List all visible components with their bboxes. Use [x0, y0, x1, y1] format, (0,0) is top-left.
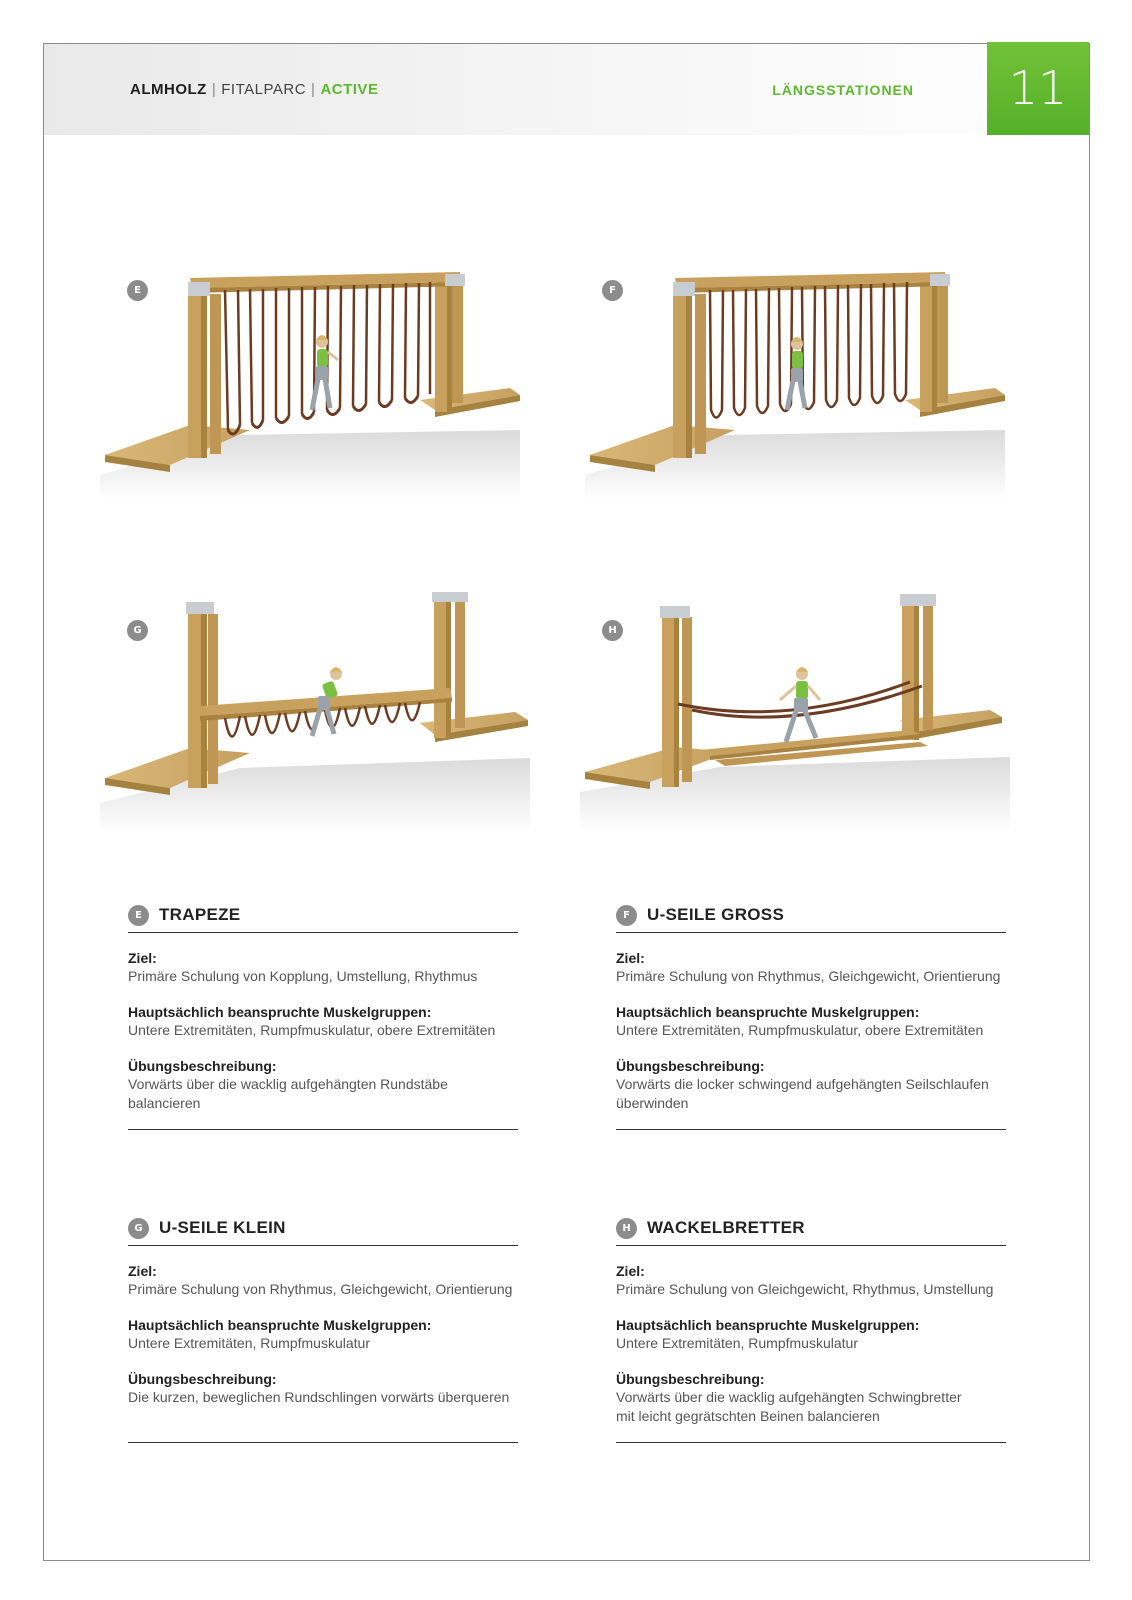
muscles-label: Hauptsächlich beanspruchte Muskelgruppen:: [616, 1317, 920, 1333]
product-line: ACTIVE: [320, 81, 379, 98]
badge-illustration-e: E: [127, 280, 148, 301]
illustration-trapeze: [100, 260, 540, 515]
exercise-value-line-1: Vorwärts über die wacklig aufgehängten Rundstäbe: [128, 1076, 448, 1092]
station-title: WACKELBRETTER: [647, 1218, 805, 1237]
station-block-f: [616, 898, 1006, 1130]
exercise-value-line-2: überwinden: [616, 1095, 689, 1111]
badge-illustration-f: F: [602, 280, 623, 301]
section-title: LÄNGSSTATIONEN: [772, 82, 914, 98]
station-block-h: [616, 1211, 1006, 1443]
station-badge: F: [616, 905, 637, 926]
product-name: FITALPARC: [221, 81, 307, 98]
muscles-label: Hauptsächlich beanspruchte Muskelgruppen:: [128, 1004, 432, 1020]
muscles-label: Hauptsächlich beanspruchte Muskelgruppen:: [128, 1317, 432, 1333]
goal-label: Ziel:: [128, 1263, 157, 1279]
goal-value: Primäre Schulung von Rhythmus, Gleichgewicht, Orientierung: [128, 1281, 513, 1297]
goal-label: Ziel:: [128, 950, 157, 966]
divider: [616, 1442, 1006, 1443]
exercise-value-line-1: Die kurzen, beweglichen Rundschlingen vorwärts überqueren: [128, 1389, 510, 1405]
station-title-row: [128, 898, 518, 932]
divider: [616, 1129, 1006, 1130]
station-fields: [128, 1246, 518, 1442]
product-separator: |: [311, 81, 316, 98]
station-badge: G: [128, 1218, 149, 1239]
exercise-value-line-2: mit leicht gegrätschten Beinen balancieren: [616, 1408, 880, 1424]
muscles-value: Untere Extremitäten, Rumpfmuskulatur, obere Extremitäten: [616, 1022, 984, 1038]
station-block-e: [128, 898, 518, 1130]
station-badge: E: [128, 905, 149, 926]
station-title: U-SEILE KLEIN: [159, 1218, 286, 1237]
muscles-value: Untere Extremitäten, Rumpfmuskulatur: [128, 1335, 370, 1351]
page-header: [44, 44, 1089, 135]
station-title: U-SEILE GROSS: [647, 905, 785, 924]
exercise-label: Übungsbeschreibung:: [128, 1371, 277, 1387]
station-fields: [128, 933, 518, 1129]
exercise-value-line-1: Vorwärts über die wacklig aufgehängten Schwingbretter: [616, 1389, 962, 1405]
goal-label: Ziel:: [616, 950, 645, 966]
page-number: 11: [987, 42, 1089, 135]
station-title: TRAPEZE: [159, 905, 241, 924]
station-title-row: [128, 1211, 518, 1245]
station-fields: [616, 933, 1006, 1129]
exercise-value-line-1: Vorwärts die locker schwingend aufgehängten Seilschlaufen: [616, 1076, 989, 1092]
badge-illustration-g: G: [127, 620, 148, 641]
goal-label: Ziel:: [616, 1263, 645, 1279]
brand-name: ALMHOLZ: [130, 81, 207, 98]
goal-value: Primäre Schulung von Gleichgewicht, Rhythmus, Umstellung: [616, 1281, 994, 1297]
goal-value: Primäre Schulung von Kopplung, Umstellung, Rhythmus: [128, 968, 478, 984]
exercise-value-line-2: balancieren: [128, 1095, 201, 1111]
station-fields: [616, 1246, 1006, 1442]
station-badge: H: [616, 1218, 637, 1239]
badge-illustration-h: H: [602, 620, 623, 641]
illustration-u-rope-large: [585, 260, 1025, 515]
brand-line: [130, 81, 378, 98]
muscles-value: Untere Extremitäten, Rumpfmuskulatur: [616, 1335, 858, 1351]
exercise-value-line-2: [128, 1407, 518, 1426]
station-title-row: [616, 1211, 1006, 1245]
illustration-wobble-board: [580, 592, 1020, 847]
divider: [128, 1129, 518, 1130]
muscles-value: Untere Extremitäten, Rumpfmuskulatur, obere Extremitäten: [128, 1022, 496, 1038]
station-block-g: [128, 1211, 518, 1443]
station-title-row: [616, 898, 1006, 932]
exercise-label: Übungsbeschreibung:: [616, 1058, 765, 1074]
goal-value: Primäre Schulung von Rhythmus, Gleichgewicht, Orientierung: [616, 968, 1001, 984]
illustration-u-rope-small: [100, 588, 540, 848]
divider: [128, 1442, 518, 1443]
brand-separator: |: [211, 81, 217, 98]
exercise-label: Übungsbeschreibung:: [128, 1058, 277, 1074]
exercise-label: Übungsbeschreibung:: [616, 1371, 765, 1387]
muscles-label: Hauptsächlich beanspruchte Muskelgruppen:: [616, 1004, 920, 1020]
